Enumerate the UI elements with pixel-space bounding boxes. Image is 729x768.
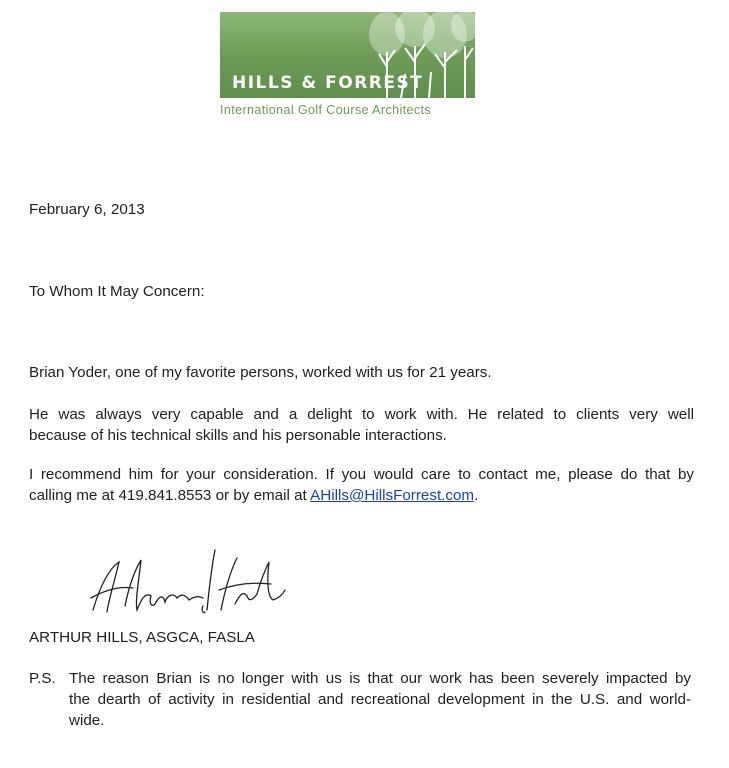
- paragraph-1: Brian Yoder, one of my favorite persons, worked with us for 21 years.: [29, 364, 492, 381]
- email-link[interactable]: AHills@HillsForrest.com: [310, 487, 475, 504]
- paragraph-3: [29, 464, 694, 506]
- letter-date: February 6, 2013: [29, 201, 145, 218]
- sentence-period: .: [474, 487, 479, 504]
- contact-phone-text: calling me at 419.841.8553 or by email at: [29, 487, 311, 504]
- ps-label: P.S.: [29, 670, 56, 687]
- salutation: To Whom It May Concern:: [29, 283, 205, 300]
- brand-tagline: International Golf Course Architects: [220, 103, 432, 117]
- ps-line-2: the dearth of activity in residential and recreational development in the U.S. and world-: [69, 691, 691, 708]
- paragraph-2-line-1: He was always very capable and a delight to work with. He related to clients very well: [29, 406, 694, 423]
- ps-line-3: wide.: [69, 712, 105, 729]
- paragraph-3-line-1: I recommend him for your consideration. If you would care to contact me, please do that by: [29, 466, 694, 483]
- paragraph-2: [29, 404, 694, 446]
- paragraph-3-line-2: [29, 485, 694, 506]
- signer-name: ARTHUR HILLS, ASGCA, FASLA: [29, 629, 255, 646]
- ps-text: [69, 668, 691, 731]
- handwritten-signature: [85, 540, 305, 620]
- letterhead: [0, 0, 729, 130]
- ps-line-1: The reason Brian is no longer with us is that our work has been severely impacted by: [69, 670, 691, 687]
- paragraph-2-line-2: because of his technical skills and his personable interactions.: [29, 427, 447, 444]
- brand-name: HILLS & FORREST: [232, 73, 424, 93]
